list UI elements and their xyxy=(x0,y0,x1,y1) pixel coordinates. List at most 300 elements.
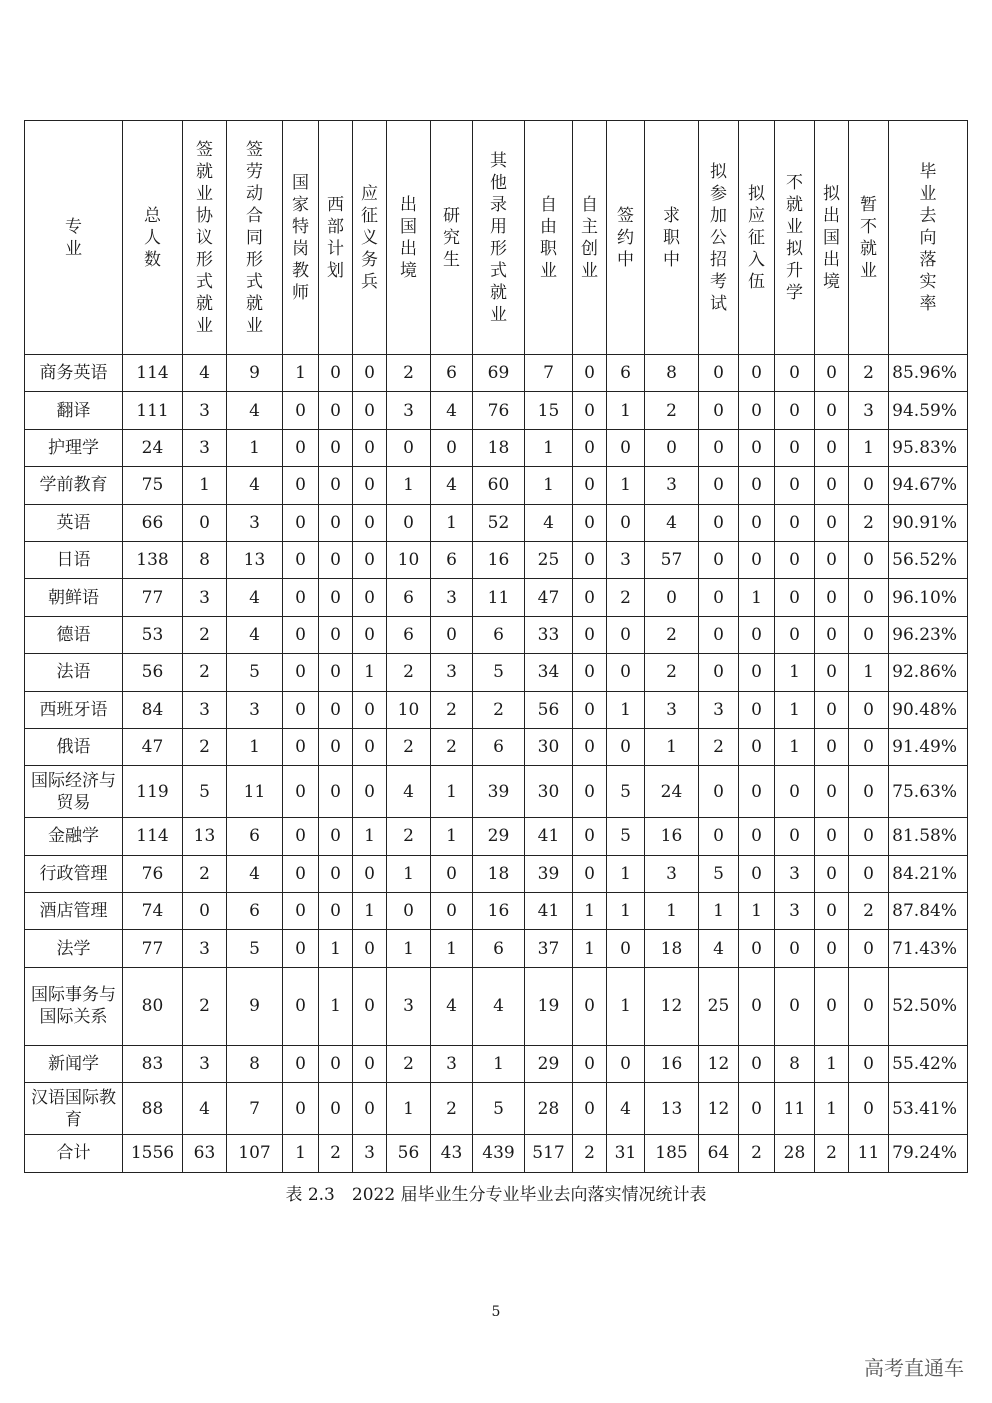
count-cell: 1 xyxy=(353,818,387,855)
count-cell: 0 xyxy=(815,728,849,765)
count-cell: 0 xyxy=(573,355,607,392)
column-header-label: 拟参加公招考试 xyxy=(710,161,727,314)
column-header xyxy=(699,121,739,355)
count-cell: 3 xyxy=(645,467,699,504)
count-cell: 6 xyxy=(431,541,473,578)
column-header-label: 不就业拟升学 xyxy=(786,172,803,303)
count-cell: 0 xyxy=(645,579,699,616)
table-row xyxy=(25,893,968,930)
count-cell: 5 xyxy=(183,766,227,818)
count-cell: 2 xyxy=(645,392,699,429)
count-cell: 33 xyxy=(525,616,573,653)
count-cell: 25 xyxy=(699,967,739,1045)
placement-rate-cell: 81.58% xyxy=(889,818,968,855)
major-name-cell: 行政管理 xyxy=(25,855,123,892)
table-caption: 表 2.3 2022 届毕业生分专业毕业去向落实情况统计表 xyxy=(285,1185,707,1205)
count-cell: 3 xyxy=(387,392,431,429)
count-cell: 6 xyxy=(387,579,431,616)
count-cell: 7 xyxy=(525,355,573,392)
count-cell: 0 xyxy=(283,728,319,765)
count-cell: 5 xyxy=(227,654,283,691)
placement-rate-cell: 53.41% xyxy=(889,1083,968,1135)
count-cell: 7 xyxy=(227,1083,283,1135)
count-cell: 0 xyxy=(739,691,775,728)
placement-rate-cell: 96.23% xyxy=(889,616,968,653)
count-cell: 3 xyxy=(387,967,431,1045)
count-cell: 0 xyxy=(319,728,353,765)
count-cell: 2 xyxy=(387,355,431,392)
table-row xyxy=(25,616,968,653)
count-cell: 0 xyxy=(573,766,607,818)
count-cell: 30 xyxy=(525,766,573,818)
count-cell: 2 xyxy=(699,728,739,765)
placement-rate-cell: 79.24% xyxy=(889,1135,968,1172)
count-cell: 0 xyxy=(849,766,889,818)
table-row xyxy=(25,1135,968,1172)
count-cell: 0 xyxy=(319,893,353,930)
count-cell: 0 xyxy=(775,930,815,967)
count-cell: 0 xyxy=(739,930,775,967)
count-cell: 0 xyxy=(775,392,815,429)
count-cell: 0 xyxy=(607,1045,645,1082)
major-name-cell: 德语 xyxy=(25,616,123,653)
count-cell: 0 xyxy=(353,1083,387,1135)
count-cell: 0 xyxy=(699,818,739,855)
count-cell: 0 xyxy=(283,616,319,653)
count-cell: 0 xyxy=(775,355,815,392)
count-cell: 0 xyxy=(353,766,387,818)
count-cell: 16 xyxy=(645,818,699,855)
count-cell: 0 xyxy=(283,855,319,892)
count-cell: 10 xyxy=(387,691,431,728)
count-cell: 11 xyxy=(849,1135,889,1172)
major-name-cell: 朝鲜语 xyxy=(25,579,123,616)
count-cell: 13 xyxy=(183,818,227,855)
count-cell: 2 xyxy=(849,355,889,392)
placement-rate-cell: 52.50% xyxy=(889,967,968,1045)
count-cell: 0 xyxy=(699,429,739,466)
column-header xyxy=(353,121,387,355)
count-cell: 1 xyxy=(607,967,645,1045)
column-header xyxy=(387,121,431,355)
count-cell: 19 xyxy=(525,967,573,1045)
count-cell: 0 xyxy=(319,355,353,392)
count-cell: 0 xyxy=(815,967,849,1045)
count-cell: 13 xyxy=(645,1083,699,1135)
column-header-label: 签就业协议形式就业 xyxy=(196,139,213,336)
count-cell: 1 xyxy=(699,893,739,930)
count-cell: 0 xyxy=(815,504,849,541)
count-cell: 119 xyxy=(123,766,183,818)
count-cell: 2 xyxy=(183,616,227,653)
count-cell: 8 xyxy=(645,355,699,392)
count-cell: 3 xyxy=(431,654,473,691)
count-cell: 0 xyxy=(739,616,775,653)
count-cell: 5 xyxy=(607,766,645,818)
count-cell: 28 xyxy=(775,1135,815,1172)
count-cell: 3 xyxy=(183,429,227,466)
count-cell: 1 xyxy=(645,893,699,930)
count-cell: 1 xyxy=(775,654,815,691)
count-cell: 39 xyxy=(473,766,525,818)
count-cell: 3 xyxy=(227,504,283,541)
count-cell: 1 xyxy=(283,1135,319,1172)
count-cell: 8 xyxy=(183,541,227,578)
count-cell: 2 xyxy=(739,1135,775,1172)
count-cell: 0 xyxy=(739,467,775,504)
count-cell: 2 xyxy=(387,728,431,765)
count-cell: 1 xyxy=(283,355,319,392)
count-cell: 18 xyxy=(473,855,525,892)
major-name-cell: 学前教育 xyxy=(25,467,123,504)
count-cell: 0 xyxy=(319,541,353,578)
column-header xyxy=(283,121,319,355)
count-cell: 0 xyxy=(815,893,849,930)
placement-rate-cell: 92.86% xyxy=(889,654,968,691)
count-cell: 1 xyxy=(607,855,645,892)
count-cell: 1 xyxy=(739,579,775,616)
table-row xyxy=(25,1083,968,1135)
count-cell: 11 xyxy=(775,1083,815,1135)
count-cell: 3 xyxy=(431,579,473,616)
count-cell: 0 xyxy=(387,429,431,466)
count-cell: 0 xyxy=(775,766,815,818)
count-cell: 1 xyxy=(607,392,645,429)
count-cell: 53 xyxy=(123,616,183,653)
count-cell: 0 xyxy=(739,967,775,1045)
count-cell: 0 xyxy=(815,541,849,578)
count-cell: 0 xyxy=(573,967,607,1045)
column-header-label: 其他录用形式就业 xyxy=(490,150,507,325)
table-header xyxy=(25,121,968,355)
table-row xyxy=(25,392,968,429)
count-cell: 6 xyxy=(607,355,645,392)
count-cell: 2 xyxy=(431,1083,473,1135)
count-cell: 1 xyxy=(227,728,283,765)
placement-rate-cell: 94.67% xyxy=(889,467,968,504)
count-cell: 114 xyxy=(123,818,183,855)
major-name-cell: 翻译 xyxy=(25,392,123,429)
count-cell: 18 xyxy=(473,429,525,466)
count-cell: 1 xyxy=(525,467,573,504)
count-cell: 1 xyxy=(387,1083,431,1135)
count-cell: 0 xyxy=(283,967,319,1045)
count-cell: 0 xyxy=(645,429,699,466)
count-cell: 0 xyxy=(573,818,607,855)
placement-rate-cell: 95.83% xyxy=(889,429,968,466)
count-cell: 4 xyxy=(525,504,573,541)
count-cell: 0 xyxy=(283,691,319,728)
count-cell: 0 xyxy=(739,766,775,818)
count-cell: 0 xyxy=(699,504,739,541)
count-cell: 3 xyxy=(227,691,283,728)
column-header-label: 国家特岗教师 xyxy=(292,172,309,303)
major-name-cell: 金融学 xyxy=(25,818,123,855)
column-header-label: 应征义务兵 xyxy=(361,183,378,292)
count-cell: 1 xyxy=(775,728,815,765)
major-name-cell: 日语 xyxy=(25,541,123,578)
count-cell: 0 xyxy=(699,654,739,691)
count-cell: 185 xyxy=(645,1135,699,1172)
count-cell: 29 xyxy=(473,818,525,855)
count-cell: 0 xyxy=(699,355,739,392)
count-cell: 0 xyxy=(607,504,645,541)
count-cell: 0 xyxy=(353,392,387,429)
count-cell: 5 xyxy=(227,930,283,967)
count-cell: 0 xyxy=(739,392,775,429)
count-cell: 0 xyxy=(849,967,889,1045)
count-cell: 1 xyxy=(473,1045,525,1082)
count-cell: 56 xyxy=(387,1135,431,1172)
count-cell: 1 xyxy=(319,967,353,1045)
count-cell: 0 xyxy=(573,467,607,504)
count-cell: 41 xyxy=(525,893,573,930)
count-cell: 0 xyxy=(607,429,645,466)
count-cell: 0 xyxy=(353,691,387,728)
major-name-cell: 国际事务与国际关系 xyxy=(25,967,123,1045)
column-header-label: 暂不就业 xyxy=(860,194,877,281)
count-cell: 1 xyxy=(183,467,227,504)
column-header-label: 毕业去向落实率 xyxy=(919,161,937,314)
count-cell: 114 xyxy=(123,355,183,392)
count-cell: 47 xyxy=(123,728,183,765)
count-cell: 84 xyxy=(123,691,183,728)
count-cell: 4 xyxy=(607,1083,645,1135)
count-cell: 4 xyxy=(227,467,283,504)
count-cell: 0 xyxy=(319,1083,353,1135)
count-cell: 6 xyxy=(473,616,525,653)
count-cell: 1 xyxy=(431,766,473,818)
table-row xyxy=(25,766,968,818)
count-cell: 12 xyxy=(645,967,699,1045)
count-cell: 0 xyxy=(431,616,473,653)
count-cell: 2 xyxy=(815,1135,849,1172)
count-cell: 0 xyxy=(183,893,227,930)
count-cell: 1 xyxy=(815,1083,849,1135)
count-cell: 1 xyxy=(431,818,473,855)
column-header xyxy=(815,121,849,355)
count-cell: 0 xyxy=(815,766,849,818)
count-cell: 0 xyxy=(775,616,815,653)
count-cell: 16 xyxy=(473,893,525,930)
count-cell: 4 xyxy=(227,855,283,892)
count-cell: 77 xyxy=(123,930,183,967)
count-cell: 11 xyxy=(473,579,525,616)
count-cell: 2 xyxy=(387,818,431,855)
column-header xyxy=(849,121,889,355)
count-cell: 16 xyxy=(645,1045,699,1082)
count-cell: 0 xyxy=(283,392,319,429)
count-cell: 0 xyxy=(573,691,607,728)
count-cell: 31 xyxy=(607,1135,645,1172)
count-cell: 25 xyxy=(525,541,573,578)
count-cell: 0 xyxy=(431,855,473,892)
count-cell: 5 xyxy=(473,1083,525,1135)
count-cell: 56 xyxy=(123,654,183,691)
count-cell: 0 xyxy=(607,616,645,653)
count-cell: 0 xyxy=(849,930,889,967)
count-cell: 0 xyxy=(283,504,319,541)
count-cell: 0 xyxy=(283,893,319,930)
table-row xyxy=(25,691,968,728)
count-cell: 1 xyxy=(849,654,889,691)
count-cell: 1 xyxy=(607,691,645,728)
count-cell: 1 xyxy=(607,467,645,504)
count-cell: 0 xyxy=(353,541,387,578)
page-number: 5 xyxy=(491,1304,501,1320)
count-cell: 10 xyxy=(387,541,431,578)
count-cell: 2 xyxy=(573,1135,607,1172)
placement-rate-cell: 71.43% xyxy=(889,930,968,967)
table-row xyxy=(25,504,968,541)
count-cell: 0 xyxy=(319,392,353,429)
column-header xyxy=(25,121,123,355)
count-cell: 2 xyxy=(319,1135,353,1172)
count-cell: 0 xyxy=(775,967,815,1045)
count-cell: 2 xyxy=(183,654,227,691)
count-cell: 74 xyxy=(123,893,183,930)
column-header xyxy=(739,121,775,355)
count-cell: 0 xyxy=(353,930,387,967)
major-name-cell: 法学 xyxy=(25,930,123,967)
column-header-label: 出国出境 xyxy=(400,194,417,281)
count-cell: 2 xyxy=(645,616,699,653)
count-cell: 0 xyxy=(319,616,353,653)
count-cell: 0 xyxy=(849,855,889,892)
count-cell: 2 xyxy=(387,654,431,691)
count-cell: 3 xyxy=(775,855,815,892)
count-cell: 0 xyxy=(815,429,849,466)
major-name-cell: 商务英语 xyxy=(25,355,123,392)
count-cell: 37 xyxy=(525,930,573,967)
count-cell: 2 xyxy=(645,654,699,691)
count-cell: 0 xyxy=(319,691,353,728)
watermark-logo-text: 高考直通车 xyxy=(864,1356,964,1380)
count-cell: 3 xyxy=(775,893,815,930)
column-header xyxy=(645,121,699,355)
count-cell: 2 xyxy=(183,855,227,892)
count-cell: 66 xyxy=(123,504,183,541)
count-cell: 4 xyxy=(699,930,739,967)
count-cell: 0 xyxy=(607,930,645,967)
count-cell: 1 xyxy=(387,855,431,892)
count-cell: 39 xyxy=(525,855,573,892)
count-cell: 0 xyxy=(183,504,227,541)
count-cell: 75 xyxy=(123,467,183,504)
count-cell: 15 xyxy=(525,392,573,429)
column-header-label: 自由职业 xyxy=(540,194,557,281)
count-cell: 57 xyxy=(645,541,699,578)
count-cell: 0 xyxy=(815,616,849,653)
count-cell: 0 xyxy=(739,541,775,578)
count-cell: 0 xyxy=(739,355,775,392)
count-cell: 3 xyxy=(183,579,227,616)
count-cell: 24 xyxy=(645,766,699,818)
placement-rate-cell: 87.84% xyxy=(889,893,968,930)
count-cell: 29 xyxy=(525,1045,573,1082)
column-header xyxy=(775,121,815,355)
count-cell: 2 xyxy=(183,728,227,765)
count-cell: 0 xyxy=(815,691,849,728)
placement-rate-cell: 75.63% xyxy=(889,766,968,818)
count-cell: 0 xyxy=(283,579,319,616)
count-cell: 64 xyxy=(699,1135,739,1172)
count-cell: 76 xyxy=(123,855,183,892)
count-cell: 3 xyxy=(699,691,739,728)
count-cell: 0 xyxy=(573,392,607,429)
table-row xyxy=(25,654,968,691)
count-cell: 3 xyxy=(183,1045,227,1082)
table-row xyxy=(25,967,968,1045)
count-cell: 63 xyxy=(183,1135,227,1172)
count-cell: 0 xyxy=(319,1045,353,1082)
count-cell: 6 xyxy=(473,930,525,967)
count-cell: 5 xyxy=(699,855,739,892)
count-cell: 4 xyxy=(227,616,283,653)
count-cell: 3 xyxy=(431,1045,473,1082)
count-cell: 0 xyxy=(849,467,889,504)
count-cell: 2 xyxy=(607,579,645,616)
count-cell: 4 xyxy=(431,967,473,1045)
major-name-cell: 西班牙语 xyxy=(25,691,123,728)
count-cell: 6 xyxy=(431,355,473,392)
count-cell: 0 xyxy=(573,855,607,892)
count-cell: 0 xyxy=(353,467,387,504)
count-cell: 56 xyxy=(525,691,573,728)
major-name-cell: 国际经济与贸易 xyxy=(25,766,123,818)
major-name-cell: 合计 xyxy=(25,1135,123,1172)
count-cell: 107 xyxy=(227,1135,283,1172)
count-cell: 1 xyxy=(431,930,473,967)
count-cell: 2 xyxy=(431,728,473,765)
column-header xyxy=(123,121,183,355)
column-header xyxy=(227,121,283,355)
column-header-label: 签劳动合同形式就业 xyxy=(246,139,263,336)
count-cell: 3 xyxy=(183,392,227,429)
count-cell: 0 xyxy=(319,654,353,691)
column-header xyxy=(183,121,227,355)
count-cell: 0 xyxy=(353,355,387,392)
count-cell: 0 xyxy=(431,893,473,930)
count-cell: 76 xyxy=(473,392,525,429)
count-cell: 0 xyxy=(815,818,849,855)
count-cell: 1 xyxy=(387,930,431,967)
count-cell: 0 xyxy=(775,429,815,466)
count-cell: 0 xyxy=(775,579,815,616)
column-header-label: 拟应征入伍 xyxy=(748,183,765,292)
placement-rate-cell: 55.42% xyxy=(889,1045,968,1082)
count-cell: 1 xyxy=(525,429,573,466)
major-name-cell: 酒店管理 xyxy=(25,893,123,930)
column-header xyxy=(319,121,353,355)
count-cell: 3 xyxy=(183,930,227,967)
count-cell: 2 xyxy=(431,691,473,728)
count-cell: 0 xyxy=(353,616,387,653)
placement-rate-cell: 94.59% xyxy=(889,392,968,429)
count-cell: 0 xyxy=(319,504,353,541)
count-cell: 88 xyxy=(123,1083,183,1135)
count-cell: 3 xyxy=(645,855,699,892)
column-header xyxy=(525,121,573,355)
count-cell: 0 xyxy=(319,855,353,892)
count-cell: 30 xyxy=(525,728,573,765)
count-cell: 3 xyxy=(849,392,889,429)
count-cell: 1 xyxy=(573,893,607,930)
table-row xyxy=(25,930,968,967)
count-cell: 0 xyxy=(353,728,387,765)
count-cell: 16 xyxy=(473,541,525,578)
count-cell: 4 xyxy=(645,504,699,541)
